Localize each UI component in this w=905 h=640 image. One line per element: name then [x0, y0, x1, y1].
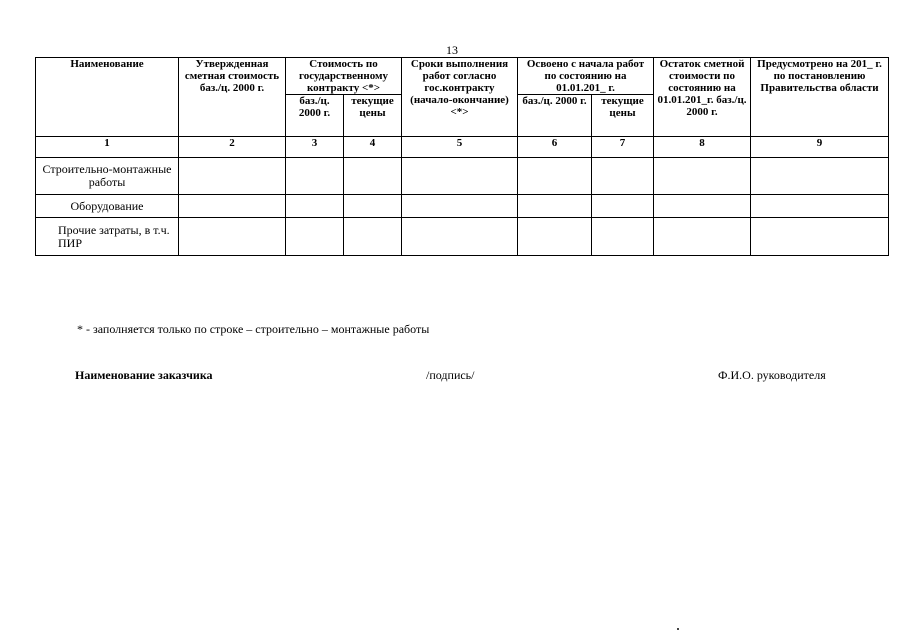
table-cell — [654, 158, 751, 195]
report-table — [35, 57, 889, 256]
column-number: 3 — [286, 137, 344, 158]
table-cell — [592, 218, 654, 256]
header-mastered-base: баз./ц. 2000 г. — [518, 95, 592, 137]
table-cell — [402, 218, 518, 256]
table-cell — [751, 158, 889, 195]
table-cell — [286, 158, 344, 195]
table-cell — [654, 195, 751, 218]
table-cell — [179, 158, 286, 195]
header-approved-cost: Утвержденная сметная стоимость баз./ц. 2000 г. — [179, 58, 286, 137]
table-cell — [286, 195, 344, 218]
table-cell — [344, 195, 402, 218]
column-number-row — [36, 137, 889, 158]
header-terms: Сроки выполнения работ согласно гос.контракту (начало-окончание) <*> — [402, 58, 518, 137]
table-cell — [592, 158, 654, 195]
column-number: 7 — [592, 137, 654, 158]
column-number: 2 — [179, 137, 286, 158]
table-cell — [286, 218, 344, 256]
signature-label: /подпись/ — [426, 368, 475, 382]
header-contract-base: баз./ц. 2000 г. — [286, 95, 344, 137]
table-row — [36, 158, 889, 195]
footnote: * - заполняется только по строке – строительно – монтажные работы — [77, 322, 430, 336]
scan-dot — [677, 628, 679, 630]
table-cell — [518, 195, 592, 218]
header-planned: Предусмотрено на 201_ г. по постановлению Правительства области — [751, 58, 889, 137]
row-label: Оборудование — [36, 195, 179, 218]
header-mastered-current: текущие цены — [592, 95, 654, 137]
column-number: 6 — [518, 137, 592, 158]
table-cell — [751, 218, 889, 256]
table-cell — [402, 158, 518, 195]
table-row — [36, 195, 889, 218]
table-cell — [179, 218, 286, 256]
table-cell — [751, 195, 889, 218]
header-mastered: Освоено с начала работ по состоянию на 01.01.201_ г. — [518, 58, 654, 95]
table-row — [36, 218, 889, 256]
table-cell — [518, 158, 592, 195]
table-cell — [654, 218, 751, 256]
column-number: 8 — [654, 137, 751, 158]
column-number: 1 — [36, 137, 179, 158]
column-number: 9 — [751, 137, 889, 158]
table-cell — [344, 158, 402, 195]
header-name: Наименование — [36, 58, 179, 137]
header-contract-cost: Стоимость по государственному контракту <*> — [286, 58, 402, 95]
table-cell — [518, 218, 592, 256]
header-remainder: Остаток сметной стоимости по состоянию на 01.01.201_г. баз./ц. 2000 г. — [654, 58, 751, 137]
row-label: Строительно-монтажные работы — [36, 158, 179, 195]
column-number: 5 — [402, 137, 518, 158]
page-number: 13 — [446, 43, 458, 57]
table-cell — [402, 195, 518, 218]
header-contract-current: текущие цены — [344, 95, 402, 137]
table-cell — [592, 195, 654, 218]
table-cell — [179, 195, 286, 218]
column-number: 4 — [344, 137, 402, 158]
table-cell — [344, 218, 402, 256]
head-name-label: Ф.И.О. руководителя — [718, 368, 826, 382]
customer-name-label: Наименование заказчика — [75, 368, 213, 382]
row-label: Прочие затраты, в т.ч. ПИР — [36, 218, 179, 256]
